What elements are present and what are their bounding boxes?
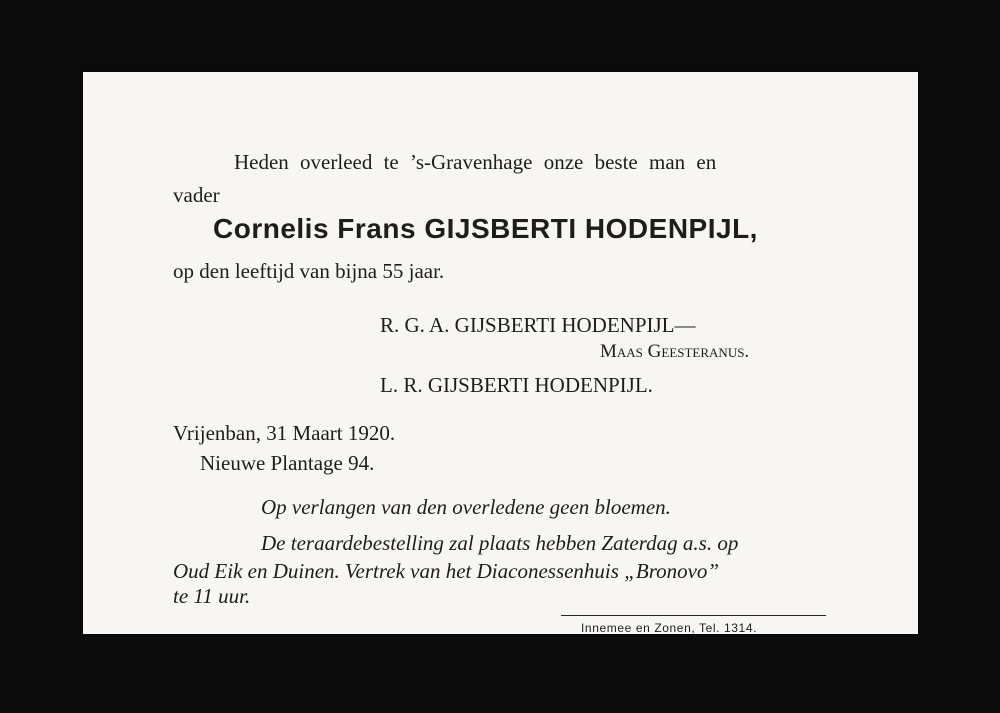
burial-line-2: Oud Eik en Duinen. Vertrek van het Diaconessenhuis „Bronovo” [173,559,720,583]
survivor-2: L. R. GIJSBERTI HODENPIJL. [380,373,653,397]
place-date: Vrijenban, 31 Maart 1920. [173,421,396,445]
intro-continuation: vader [173,183,220,207]
address: Nieuwe Plantage 94. [200,451,375,475]
burial-line-3: te 11 uur. [173,584,251,608]
death-announcement-card [83,72,918,634]
burial-line-1: De teraardebestelling zal plaats hebben Zaterdag a.s. op [261,531,739,555]
survivor-1-maiden-name: Maas Geesteranus. [600,341,750,362]
intro-line: Heden overleed te ’s-Gravenhage onze beste man en [234,150,717,174]
no-flowers-note: Op verlangen van den overledene geen bloemen. [261,495,671,519]
printer-divider [561,615,826,616]
deceased-name: Cornelis Frans GIJSBERTI HODENPIJL, [213,213,758,244]
age-line: op den leeftijd van bijna 55 jaar. [173,259,445,283]
survivor-1: R. G. A. GIJSBERTI HODENPIJL— [380,313,696,337]
printer-credit: Innemee en Zonen, Tel. 1314. [581,621,758,635]
